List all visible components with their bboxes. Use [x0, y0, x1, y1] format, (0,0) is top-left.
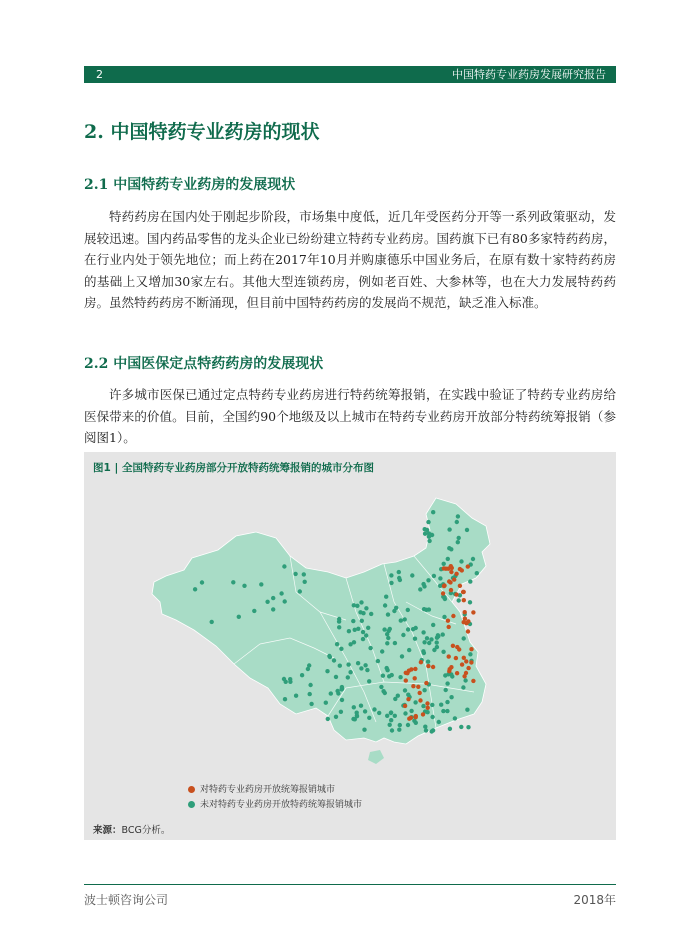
city-dot: [406, 608, 410, 612]
city-dot: [466, 666, 470, 670]
city-dot: [418, 587, 422, 591]
city-dot: [422, 640, 426, 644]
city-dot: [352, 705, 356, 709]
city-dot: [413, 667, 417, 671]
city-dot: [385, 641, 389, 645]
city-dot: [359, 600, 363, 604]
footer-company: 波士顿咨询公司: [84, 893, 169, 907]
city-dot: [471, 679, 475, 683]
city-dot: [466, 725, 470, 729]
city-dot: [424, 728, 428, 732]
city-dot: [335, 642, 339, 646]
city-dot: [306, 667, 310, 671]
city-dot: [390, 673, 394, 677]
city-dot: [336, 691, 340, 695]
city-dot: [365, 668, 369, 672]
city-dot: [428, 533, 432, 537]
city-dot: [442, 584, 446, 588]
report-title: 中国特药专业药房发展研究报告: [452, 68, 606, 81]
city-dot: [421, 712, 425, 716]
city-dot: [454, 572, 458, 576]
city-dot: [463, 617, 467, 621]
city-dot: [430, 715, 434, 719]
city-dot: [431, 665, 435, 669]
city-dot: [308, 692, 312, 696]
city-dot: [457, 536, 461, 540]
city-dot: [363, 663, 367, 667]
city-dot: [430, 729, 434, 733]
city-dot: [442, 562, 446, 566]
city-dot: [456, 540, 460, 544]
city-dot: [441, 709, 445, 713]
city-dot: [413, 676, 417, 680]
city-dot: [457, 647, 461, 651]
city-dot: [401, 633, 405, 637]
city-dot: [407, 648, 411, 652]
city-dot: [355, 714, 359, 718]
city-dot: [451, 614, 455, 618]
city-dot: [430, 703, 434, 707]
city-dot: [411, 627, 415, 631]
city-dot: [424, 608, 428, 612]
city-dot: [385, 632, 389, 636]
city-dot: [398, 723, 402, 727]
city-dot: [389, 573, 393, 577]
city-dot: [367, 679, 371, 683]
city-dot: [283, 697, 287, 701]
city-dot: [328, 655, 332, 659]
city-dot: [410, 573, 414, 577]
city-dot: [419, 660, 423, 664]
city-dot: [351, 717, 355, 721]
city-dot: [449, 564, 453, 568]
city-dot: [426, 706, 430, 710]
city-dot: [425, 701, 429, 705]
city-dot: [338, 664, 342, 668]
city-dot: [403, 711, 407, 715]
city-dot: [438, 576, 442, 580]
city-dot: [447, 546, 451, 550]
city-dot: [423, 725, 427, 729]
city-dot: [361, 630, 365, 634]
hainan-island: [368, 750, 384, 764]
city-dot: [288, 677, 292, 681]
city-dot: [468, 652, 472, 656]
city-dot: [351, 619, 355, 623]
city-dot: [283, 599, 287, 603]
city-dot: [466, 564, 470, 568]
city-dot: [464, 659, 468, 663]
city-dot: [364, 606, 368, 610]
city-dot: [442, 615, 446, 619]
city-dot: [393, 714, 397, 718]
city-dot: [368, 646, 372, 650]
city-dot: [388, 723, 392, 727]
city-dot: [390, 728, 394, 732]
footer-year: 2018年: [573, 893, 616, 907]
city-dot: [445, 700, 449, 704]
city-dot: [449, 588, 453, 592]
city-dot: [325, 669, 329, 673]
city-dot: [427, 539, 431, 543]
city-dot: [259, 582, 263, 586]
footer-divider: [84, 884, 616, 885]
city-dot: [329, 691, 333, 695]
city-dot: [298, 589, 302, 593]
city-dot: [397, 576, 401, 580]
city-dot: [414, 715, 418, 719]
city-dot: [405, 671, 409, 675]
city-dot: [425, 636, 429, 640]
green-dot-icon: [188, 801, 195, 808]
city-dot: [416, 685, 420, 689]
city-dot: [363, 709, 367, 713]
city-dot: [471, 557, 475, 561]
city-dot: [436, 633, 440, 637]
city-dot: [441, 632, 445, 636]
city-dot: [340, 685, 344, 689]
city-dot: [334, 675, 338, 679]
city-dot: [456, 514, 460, 518]
city-dot: [424, 681, 428, 685]
city-dot: [210, 620, 214, 624]
city-dot: [457, 598, 461, 602]
city-dot: [460, 662, 464, 666]
city-dot: [406, 627, 410, 631]
city-dot: [348, 670, 352, 674]
city-dot: [426, 664, 430, 668]
legend-item-closed: [188, 797, 362, 810]
city-dot: [447, 625, 451, 629]
page-number: 2: [96, 68, 103, 81]
city-dot: [439, 703, 443, 707]
city-dot: [382, 627, 386, 631]
city-dot: [340, 698, 344, 702]
section-title: 2. 中国特药专业药房的现状: [84, 121, 320, 143]
city-dot: [403, 688, 407, 692]
city-dot: [418, 698, 422, 702]
subsection-2-body: 许多城市医保已通过定点特药专业药房进行特药统筹报销，在实践中验证了特药专业药房给医保带来的价值。目前，全国约90个地级及以上城市在特药专业药房开放部分特药统筹报销（参阅图1）。: [84, 387, 616, 445]
city-dot: [431, 623, 435, 627]
city-dot: [406, 723, 410, 727]
city-dot: [455, 671, 459, 675]
city-dot: [438, 584, 442, 588]
city-dot: [406, 693, 410, 697]
city-dot: [452, 577, 456, 581]
city-dot: [447, 527, 451, 531]
city-dot: [426, 578, 430, 582]
source-label: 来源：: [93, 825, 122, 836]
city-dot: [448, 580, 452, 584]
city-dot: [339, 710, 343, 714]
figure-title: 图1 | 全国特药专业药房部分开放特药统筹报销的城市分布图: [93, 462, 374, 474]
city-dot: [403, 704, 407, 708]
city-dot: [367, 716, 371, 720]
city-dot: [446, 557, 450, 561]
city-dot: [376, 659, 380, 663]
legend-label-open: 对特药专业药房开放统筹报销城市: [200, 785, 336, 795]
city-dot: [425, 528, 429, 532]
china-map-shape: [152, 498, 490, 744]
city-dot: [437, 720, 441, 724]
city-dot: [389, 718, 393, 722]
city-dot: [346, 662, 350, 666]
city-dot: [339, 647, 343, 651]
figure-1: [84, 452, 616, 840]
city-dot: [366, 626, 370, 630]
city-dot: [468, 600, 472, 604]
city-dot: [386, 612, 390, 616]
city-dot: [397, 570, 401, 574]
city-dot: [451, 644, 455, 648]
city-dot: [303, 580, 307, 584]
city-dot: [403, 617, 407, 621]
city-dot: [393, 641, 397, 645]
city-dot: [441, 650, 445, 654]
city-dot: [465, 528, 469, 532]
city-dot: [332, 658, 336, 662]
city-dot: [465, 708, 469, 712]
city-dot: [279, 591, 283, 595]
city-dot: [432, 574, 436, 578]
city-dot: [471, 610, 475, 614]
city-dot: [455, 520, 459, 524]
source-text: BCG分析。: [121, 825, 171, 836]
city-dot: [200, 580, 204, 584]
city-dot: [372, 707, 376, 711]
city-dot: [381, 674, 385, 678]
city-dot: [411, 684, 415, 688]
city-dot: [454, 592, 458, 596]
city-dot: [393, 697, 397, 701]
city-dot: [414, 721, 418, 725]
city-dot: [454, 656, 458, 660]
city-dot: [442, 566, 446, 570]
city-dot: [446, 619, 450, 623]
orange-dot-icon: [188, 786, 195, 793]
city-dot: [293, 572, 297, 576]
city-dot: [308, 683, 312, 687]
city-dot: [242, 584, 246, 588]
city-dot: [362, 728, 366, 732]
city-dot: [352, 640, 356, 644]
city-dot: [324, 701, 328, 705]
city-dot: [462, 674, 466, 678]
city-dot: [447, 654, 451, 658]
city-dot: [423, 532, 427, 536]
city-dot: [448, 667, 452, 671]
city-dot: [389, 581, 393, 585]
city-dot: [427, 641, 431, 645]
city-dot: [449, 695, 453, 699]
header-bar: [84, 66, 616, 83]
city-dot: [398, 675, 402, 679]
city-dot: [421, 582, 425, 586]
city-dot: [353, 628, 357, 632]
city-dot: [394, 606, 398, 610]
city-dot: [355, 604, 359, 608]
subsection-2-title: 2.2 中国医保定点特药药房的发展现状: [84, 356, 324, 372]
city-dot: [271, 596, 275, 600]
subsection-1-body: 特药药房在国内处于刚起步阶段，市场集中度低，近几年受医药分开等一系列政策驱动，发展较迅速。国内药品零售的龙头企业已纷纷建立特药专业药房。国药旗下已有80多家特药药房，在行业内处于领先地位；而上药在2017年10月并购康德乐中国业务后，在原有数十家特药药房的基础上又增加30家左右。其他大型连锁药房，例如老百姓、大参林等，也在大力发展特药药房。虽然特药药房不断涌现，但目前中国特药药房的发展尚不规范，缺乏准入标准。: [84, 209, 616, 310]
city-dot: [458, 584, 462, 588]
city-dot: [413, 637, 417, 641]
city-dot: [413, 700, 417, 704]
city-dot: [326, 717, 330, 721]
city-dot: [435, 645, 439, 649]
city-dot: [425, 710, 429, 714]
city-dot: [466, 629, 470, 633]
city-dot: [265, 600, 269, 604]
legend-item-open: [188, 782, 335, 795]
city-dot: [302, 572, 306, 576]
subsection-1-title: 2.1 中国特药专业药房的发展现状: [84, 177, 296, 193]
city-dot: [284, 680, 288, 684]
city-dot: [385, 714, 389, 718]
city-dot: [360, 619, 364, 623]
city-dot: [421, 704, 425, 708]
city-dot: [464, 621, 468, 625]
city-dot: [444, 688, 448, 692]
city-dot: [459, 725, 463, 729]
city-dot: [386, 636, 390, 640]
city-dot: [356, 661, 360, 665]
city-dot: [459, 559, 463, 563]
city-dot: [462, 590, 466, 594]
city-dot: [406, 697, 410, 701]
city-dot: [445, 709, 449, 713]
city-dot: [397, 728, 401, 732]
city-dot: [379, 685, 383, 689]
city-dot: [418, 691, 422, 695]
city-dot: [463, 678, 467, 682]
city-dot: [462, 598, 466, 602]
city-dot: [468, 579, 472, 583]
city-dot: [469, 647, 473, 651]
city-dot: [334, 715, 338, 719]
city-dot: [462, 656, 466, 660]
city-dot: [193, 587, 197, 591]
city-dot: [404, 678, 408, 682]
city-dot: [461, 685, 465, 689]
city-dot: [377, 711, 381, 715]
city-dot: [237, 615, 241, 619]
city-dot: [435, 640, 439, 644]
city-dot: [337, 617, 341, 621]
city-dot: [421, 630, 425, 634]
city-dot: [384, 595, 388, 599]
city-dot: [399, 618, 403, 622]
city-dot: [463, 610, 467, 614]
city-dot: [359, 704, 363, 708]
city-dot: [475, 571, 479, 575]
city-dot: [252, 609, 256, 613]
city-dot: [383, 603, 387, 607]
city-dot: [346, 675, 350, 679]
city-dot: [443, 597, 447, 601]
city-dot: [380, 649, 384, 653]
city-dot: [469, 660, 473, 664]
city-dot: [347, 629, 351, 633]
city-dot: [294, 694, 298, 698]
city-dot: [337, 625, 341, 629]
city-dot: [422, 688, 426, 692]
city-dot: [231, 580, 235, 584]
city-dot: [409, 709, 413, 713]
city-dot: [361, 611, 365, 615]
city-dot: [448, 727, 452, 731]
city-dot: [389, 711, 393, 715]
city-dot: [445, 681, 449, 685]
city-dot: [271, 607, 275, 611]
city-dot: [426, 660, 430, 664]
city-dot: [364, 633, 368, 637]
city-dot: [453, 716, 457, 720]
china-map: [84, 452, 616, 840]
city-dot: [361, 637, 365, 641]
city-dot: [421, 649, 425, 653]
city-dot: [309, 702, 313, 706]
city-dot: [400, 654, 404, 658]
legend-label-closed: 未对特药专业药房开放特药统筹报销城市: [200, 800, 363, 810]
city-dot: [381, 689, 385, 693]
city-dot: [458, 567, 462, 571]
city-dot: [462, 636, 466, 640]
city-dot: [385, 668, 389, 672]
city-dot: [449, 570, 453, 574]
source-note: [93, 822, 170, 836]
city-dot: [441, 591, 445, 595]
city-dot: [431, 510, 435, 514]
city-dot: [369, 612, 373, 616]
city-dot: [359, 666, 363, 670]
city-dot: [426, 520, 430, 524]
city-dot: [282, 564, 286, 568]
city-dot: [409, 716, 413, 720]
city-dot: [300, 673, 304, 677]
